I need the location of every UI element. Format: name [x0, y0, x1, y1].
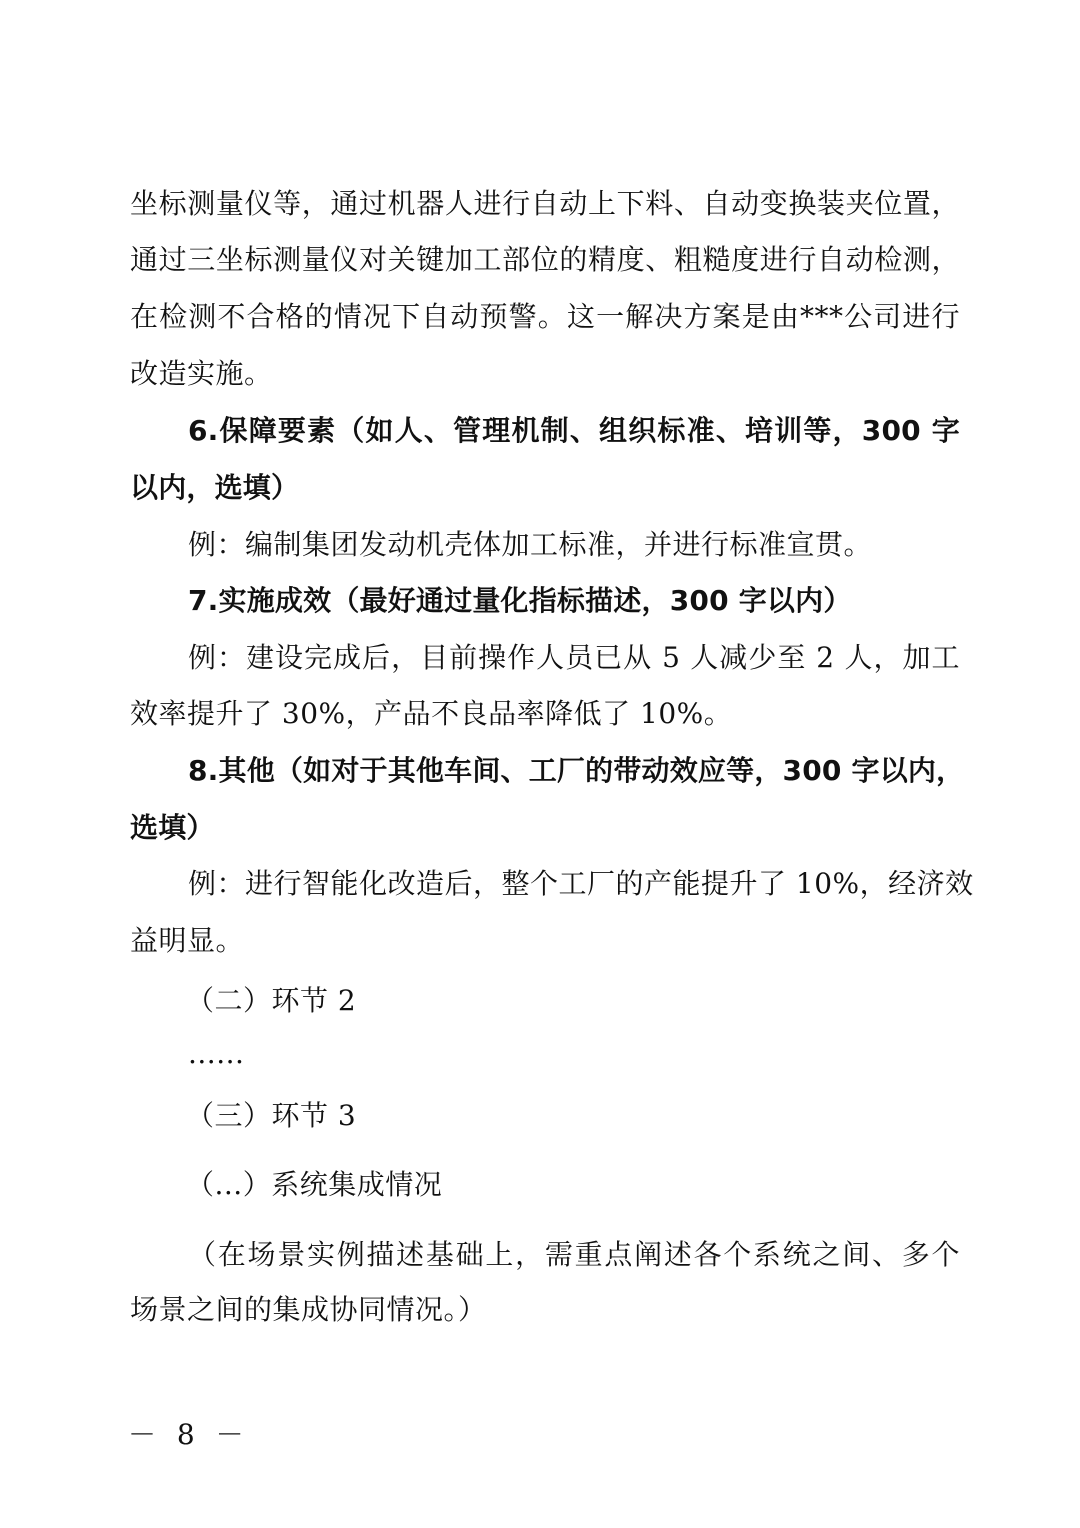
body-line: 在检测不合格的情况下自动预警。这一解决方案是由***公司进行	[130, 300, 960, 333]
subsection-heading-system-integration: （...）系统集成情况	[186, 1168, 443, 1201]
section-heading-continuation: 以内，选填）	[130, 471, 300, 504]
subsection-heading-step-2: （二）环节 2	[186, 984, 357, 1017]
example-paragraph: 例：编制集团发动机壳体加工标准，并进行标准宣贯。	[188, 528, 873, 561]
body-line: 益明显。	[130, 924, 245, 957]
example-paragraph: 例：建设完成后，目前操作人员已从 5 人减少至 2 人，加工	[188, 641, 960, 674]
example-paragraph: 例：进行智能化改造后，整个工厂的产能提升了 10%，经济效	[188, 867, 974, 900]
body-line: 改造实施。	[130, 357, 273, 390]
body-line: 通过三坐标测量仪对关键加工部位的精度、粗糙度进行自动检测，	[130, 243, 960, 276]
subsection-heading-step-3: （三）环节 3	[186, 1099, 357, 1132]
body-line: 效率提升了 30%，产品不良品率降低了 10%。	[130, 697, 733, 730]
section-heading-other: 8.其他（如对于其他车间、工厂的带动效应等，300 字以内，	[188, 754, 965, 787]
body-line: 场景之间的集成协同情况。）	[130, 1293, 487, 1326]
section-heading-implementation-results: 7.实施成效（最好通过量化指标描述，300 字以内）	[188, 584, 852, 617]
page-number: － 8 －	[128, 1418, 250, 1451]
instruction-paragraph: （在场景实例描述基础上，需重点阐述各个系统之间、多个	[188, 1238, 960, 1271]
body-line: 坐标测量仪等，通过机器人进行自动上下料、自动变换装夹位置，	[130, 187, 960, 220]
section-heading-continuation: 选填）	[130, 811, 215, 844]
section-heading-guarantee-elements: 6.保障要素（如人、管理机制、组织标准、培训等，300 字	[188, 414, 960, 447]
ellipsis-line: ......	[188, 1037, 245, 1070]
